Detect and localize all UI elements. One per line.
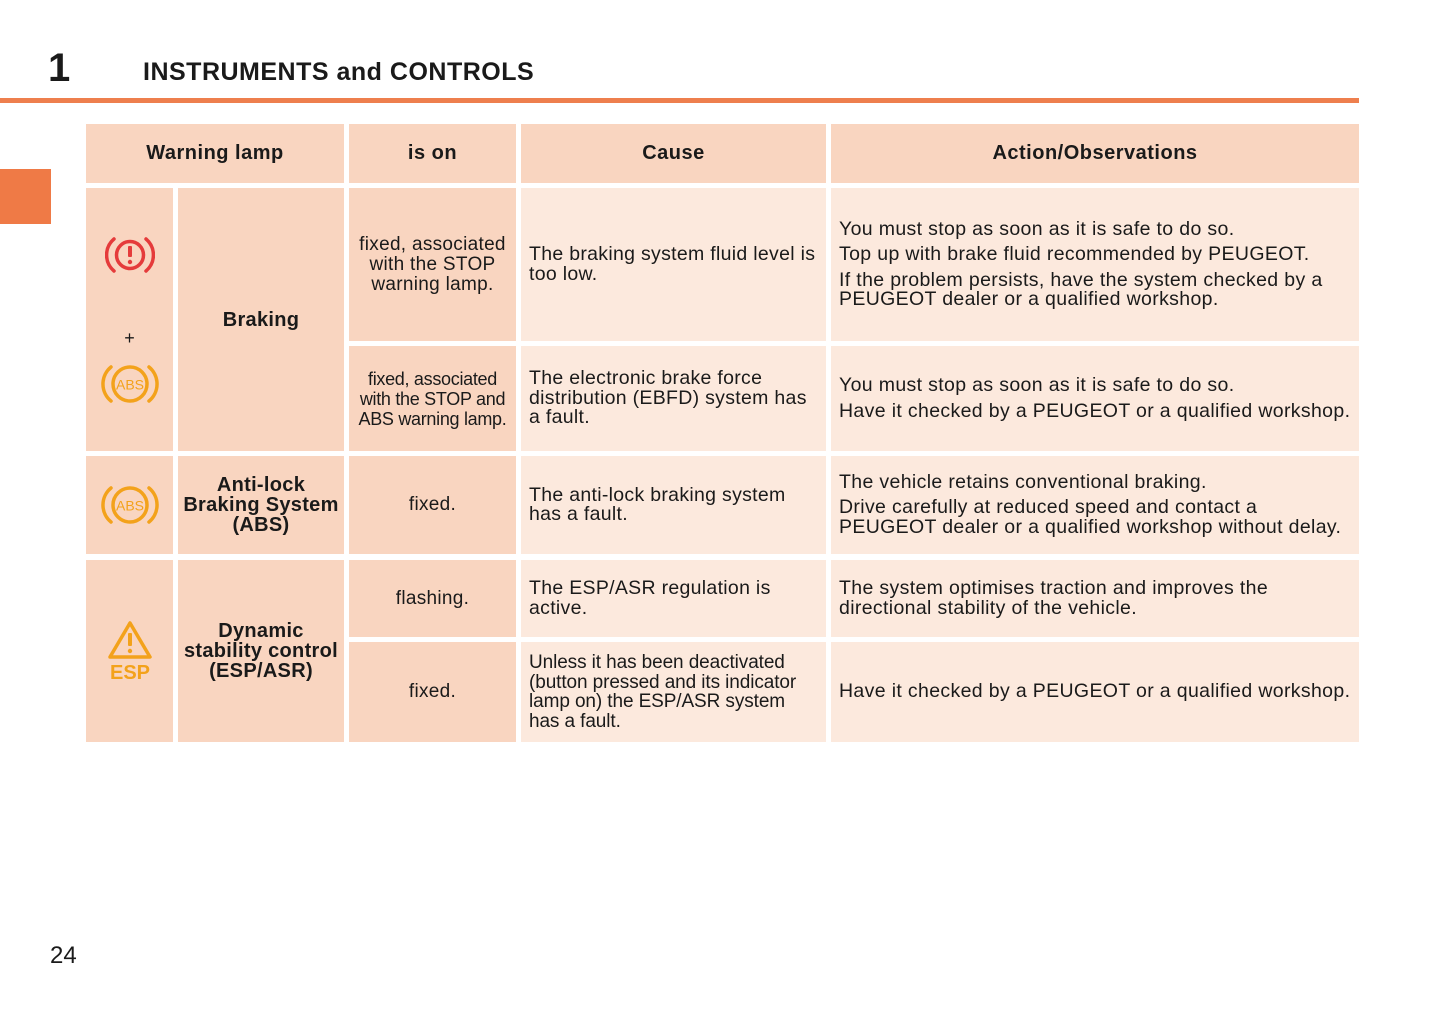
abs-icon-label: ABS bbox=[115, 376, 144, 392]
action-line: Top up with brake fluid recommended by PEUGEOT. bbox=[839, 243, 1310, 265]
chapter-number: 1 bbox=[48, 46, 71, 90]
is-on-abs: fixed. bbox=[349, 456, 516, 554]
esp-icon-label: ESP bbox=[109, 662, 150, 683]
lamp-cell-braking bbox=[86, 188, 173, 451]
column-header-is-on: is on bbox=[349, 124, 516, 183]
esp-warning-icon bbox=[105, 619, 155, 683]
action-braking-1 bbox=[831, 188, 1359, 341]
is-on-braking-2: fixed, associated with the STOP and ABS warning lamp. bbox=[349, 346, 516, 451]
column-header-warning-lamp: Warning lamp bbox=[86, 124, 344, 183]
cause-esp-1: The ESP/ASR regulation is active. bbox=[521, 560, 826, 637]
function-braking: Braking bbox=[178, 188, 344, 451]
chapter-title: INSTRUMENTS and CONTROLS bbox=[143, 58, 535, 86]
action-line: You must stop as soon as it is safe to do so. bbox=[839, 217, 1235, 240]
action-line: You must stop as soon as it is safe to do so. bbox=[839, 374, 1235, 396]
lamp-cell-esp bbox=[86, 560, 173, 742]
action-line: Have it checked by a PEUGEOT or a qualified workshop. bbox=[839, 680, 1351, 703]
action-abs bbox=[831, 456, 1359, 554]
cause-abs: The anti-lock braking system has a fault. bbox=[521, 456, 826, 554]
page-number: 24 bbox=[50, 942, 77, 969]
abs-icon-label: ABS bbox=[115, 497, 144, 514]
action-esp-1 bbox=[831, 560, 1359, 637]
function-esp: Dynamic stability control (ESP/ASR) bbox=[178, 560, 344, 742]
is-on-braking-1: fixed, associated with the STOP warning lamp. bbox=[349, 188, 516, 341]
cause-braking-2: The electronic brake force distribution (EBFD) system has a fault. bbox=[521, 346, 826, 451]
action-esp-2 bbox=[831, 642, 1359, 742]
action-braking-2 bbox=[831, 346, 1359, 451]
lamp-joiner-plus: + bbox=[124, 327, 135, 348]
cause-esp-2: Unless it has been deactivated (button pressed and its indicator lamp on) the ESP/ASR system has a fault. bbox=[521, 642, 826, 742]
function-abs: Anti-lock Braking System (ABS) bbox=[178, 456, 344, 554]
is-on-esp-2: fixed. bbox=[349, 642, 516, 742]
action-line: The vehicle retains conventional braking. bbox=[839, 470, 1207, 493]
action-line: The system optimises traction and improves the directional stability of the vehicle. bbox=[839, 577, 1269, 619]
action-line: If the problem persists, have the system checked by a PEUGEOT dealer or a qualified workshop. bbox=[839, 268, 1323, 310]
is-on-esp-1: flashing. bbox=[349, 560, 516, 637]
cause-braking-1: The braking system fluid level is too low. bbox=[521, 188, 826, 341]
chapter-side-tab bbox=[0, 169, 51, 224]
column-header-cause: Cause bbox=[521, 124, 826, 183]
action-line: Drive carefully at reduced speed and contact a PEUGEOT dealer or a qualified workshop without delay. bbox=[839, 496, 1342, 538]
header-rule bbox=[0, 98, 1359, 103]
abs-icon bbox=[101, 361, 159, 407]
column-header-action: Action/Observations bbox=[831, 124, 1359, 183]
brake-exclamation-icon bbox=[105, 233, 155, 277]
abs-icon bbox=[101, 482, 159, 528]
action-line: Have it checked by a PEUGEOT or a qualified workshop. bbox=[839, 399, 1351, 422]
lamp-cell-abs bbox=[86, 456, 173, 554]
